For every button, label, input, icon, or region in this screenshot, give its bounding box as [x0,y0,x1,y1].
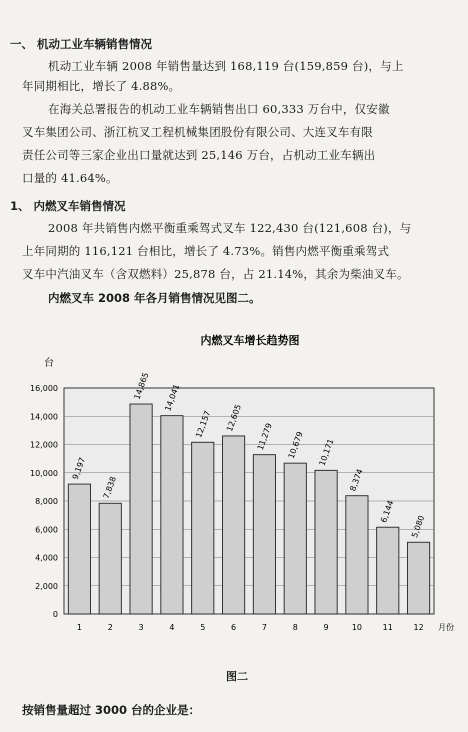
section1-p1-line1: 机动工业车辆 2008 年销售量达到 168,119 台(159,859 台)，与上 [48,59,404,73]
data-label-month-12: 5,080 [410,514,427,539]
x-tick-label: 7 [261,623,267,632]
footer-heading: 按销售量超过 3000 台的企业是： [22,703,201,717]
y-tick-label: 12,000 [30,440,58,450]
data-label-month-5: 12,157 [194,409,213,439]
bar-month-4 [161,416,183,614]
x-tick-label: 4 [169,623,175,632]
y-axis-unit-label: 台 [44,358,54,369]
data-label-month-9: 10,171 [317,437,336,468]
x-tick-label: 5 [200,623,206,632]
data-label-month-6: 12,605 [225,403,244,433]
section1-p2-line4: 口量的 41.64%。 [22,171,118,185]
data-label-month-1: 9,197 [70,456,88,481]
x-tick-label: 9 [323,623,329,632]
bar-month-3 [130,404,152,614]
x-axis-label: 月份 [438,623,454,632]
data-label-month-2: 7,838 [101,475,118,500]
y-tick-label: 10,000 [30,468,58,478]
y-tick-label: 4,000 [35,553,58,563]
section1-p2-line1: 在海关总署报告的机动工业车辆销售出口 60,333 万台中，仅安徽 [48,102,390,116]
bar-month-1 [68,484,90,614]
section2-p1-line1: 2008 年共销售内燃平衡重乘驾式叉车 122,430 台(121,608 台)，与 [48,221,412,235]
bar-month-5 [192,442,214,614]
data-label-month-10: 8,374 [348,467,365,493]
section2-p2: 内燃叉车 2008 年各月销售情况见图二。 [48,291,261,305]
bar-month-8 [284,463,306,614]
bar-month-7 [253,455,275,614]
chart-title: 内燃叉车增长趋势图 [200,334,300,347]
section2-p1-line2: 上年同期的 116,121 台相比，增长了 4.73%。销售内燃平衡重乘驾式 [22,244,390,258]
section1-p2-line3: 责任公司等三家企业出口量就达到 25,146 万台，占机动工业车辆出 [22,148,376,162]
bar-month-9 [315,470,337,614]
section2-p1-line3: 叉车中汽油叉车（含双燃料）25,878 台，占 21.14%，其余为柴油叉车。 [22,267,409,281]
data-label-month-3: 14,865 [132,371,151,401]
bar-month-11 [377,527,399,614]
data-label-month-7: 11,279 [255,421,274,452]
bar-month-10 [346,496,368,614]
bar-month-6 [222,436,244,614]
y-tick-label: 2,000 [35,581,58,591]
sales-trend-chart [0,330,468,650]
x-tick-label: 12 [413,623,424,632]
y-tick-label: 0 [52,610,58,619]
y-tick-label: 6,000 [35,525,58,535]
x-tick-label: 11 [382,623,393,632]
x-tick-label: 10 [351,623,363,632]
section1-heading: 一、 机动工业车辆销售情况 [10,37,153,51]
x-tick-label: 2 [107,623,113,632]
section2-heading: 1、 内燃叉车销售情况 [10,199,126,213]
x-tick-label: 1 [76,623,82,632]
data-label-month-11: 6,144 [379,499,396,524]
x-tick-label: 8 [292,623,298,632]
bar-month-12 [407,542,429,614]
x-tick-label: 3 [138,623,144,632]
y-tick-label: 8,000 [35,497,58,506]
data-label-month-4: 14,041 [163,382,182,413]
section1-p1-line2: 年同期相比，增长了 4.88%。 [22,79,181,93]
section1-p2-line2: 叉车集团公司、浙江杭叉工程机械集团股份有限公司、大连叉车有限 [22,125,373,139]
data-label-month-8: 10,679 [286,430,305,460]
figure-caption: 图二 [226,670,248,683]
y-tick-label: 16,000 [30,384,58,393]
x-tick-label: 6 [231,623,237,632]
y-tick-label: 14,000 [30,412,58,422]
bar-month-2 [99,503,121,614]
